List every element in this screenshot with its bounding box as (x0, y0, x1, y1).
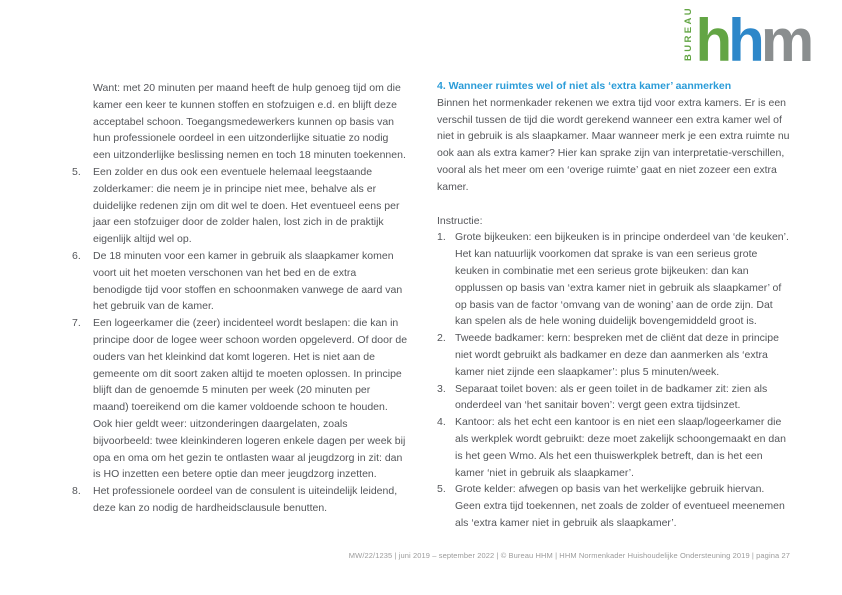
list-item-5 (72, 164, 408, 248)
right-column (437, 78, 791, 532)
list-number: 5. (72, 165, 81, 178)
list-text: Een zolder en dus ook een eventuele helemaal leegstaande zolderkamer: die neem je in principe niet mee, behalve als er duidelijke redenen zijn om dit wel te doen. Het eventueel eens per jaar een stofzuiger door de zolder halen, lost zich in de praktijk eigenlijk altijd wel op. (93, 165, 400, 246)
list-number: 2. (437, 332, 446, 345)
list-item-6 (72, 248, 408, 315)
right-intro-paragraph: Binnen het normenkader rekenen we extra tijd voor extra kamers. Er is een verschil tussen de tijd die wordt gerekend wanneer een extra kamer wel of niet in gebruik is als slaapkamer. Maar wanneer merk je een extra ruimte nu ook aan als extra kamer? Hier kan sprake zijn van interpretatie-verschillen, vooral als het meer om een ‘overige ruimte’ gaat en niet zozeer een extra kamer. (437, 96, 790, 193)
list-text: Het professionele oordeel van de consulent is uiteindelijk leidend, deze kan zo nodig de hardheidsclausule benutten. (93, 485, 398, 514)
list-text: Kantoor: als het echt een kantoor is en niet een slaap/logeerkamer die als werkplek wordt gebruikt: deze moet zakelijk schoongemaakt en dan is het geen Wmo. Als het een thuiswerkplek betreft, dan is het een kamer ‘niet in gebruik als slaapkamer’. (455, 416, 786, 479)
left-intro-paragraph: Want: met 20 minuten per maand heeft de hulp genoeg tijd om die kamer een keer te kunnen stoffen en stofzuigen e.d. en blijft deze acceptabel schoon. Toegangsmedewerkers kunnen op basis van hun professionele oordeel in een uitzonderlijke situatie zo nodig een uitzonderlijke beslissing nemen en toch 18 minuten toekennen. (93, 82, 406, 162)
list-text (93, 315, 408, 483)
logo-bureau-text: BUREAU (683, 5, 694, 61)
list-number: 6. (72, 249, 81, 262)
list-text: Grote bijkeuken: een bijkeuken is in principe onderdeel van ‘de keuken’. Het kan natuurlijk voorkomen dat sprake is van een serieus grote keuken in combinatie met een serieus grote bijkeuken: dan kan opplussen op basis van ‘extra kamer niet in gebruik als slaapkamer’ of op basis van de factor ‘omvang van de woning’ aan de orde zijn. Dat kan spelen als de hele woning duidelijk bovengemiddeld groot is. (455, 231, 789, 328)
logo-hhm-letters (695, 6, 811, 74)
instructie-label: Instructie: (437, 214, 483, 227)
list-text-paragraph-1: Een logeerkamer die (zeer) incidenteel wordt beslapen: die kan in principe door de logee weer schoon worden opgeleverd. Of door de ouders van het kleinkind dat komt logeren. Het is niet aan de gemeente om dit soort zaken altijd te moeten oplossen. In principe blijft dan de genoemde 5 minuten per week (20 minuten per maand) toereikend om die kamer voldoende schoon te houden. (93, 317, 408, 414)
left-column (72, 80, 408, 517)
section-heading: 4. Wanneer ruimtes wel of niet als ‘extra kamer’ aanmerken (437, 80, 732, 92)
instructie-item-5 (437, 481, 791, 531)
list-number: 5. (437, 483, 446, 496)
instructie-item-2 (437, 330, 791, 380)
logo-letter-h-green: h (695, 7, 729, 74)
list-number: 7. (72, 317, 81, 330)
list-text-paragraph-2: Ook hier geldt weer: uitzonderingen daargelaten, zoals bijvoorbeeld: twee kleinkinderen logeren enkele dagen per week bij opa en oma om het gezin te ontlasten waar al jeugdzorg in zit: dan is HO inzetten een betere optie dan meer jeugdzorg inzetten. (93, 417, 406, 481)
list-number: 8. (72, 485, 81, 498)
logo-letter-m-gray: m (760, 7, 811, 74)
page-footer: MW/22/1235 | juni 2019 – september 2022 | © Bureau HHM | HHM Normenkader Huishoudelijke Ondersteuning 2019 | pagina 27 (348, 551, 790, 560)
list-number: 1. (437, 231, 446, 244)
instructie-item-4 (437, 414, 791, 481)
bureau-hhm-logo (683, 5, 811, 74)
list-number: 3. (437, 382, 446, 395)
instructie-item-1 (437, 229, 791, 330)
logo-letter-h-blue: h (728, 7, 761, 74)
list-item-8 (72, 483, 408, 517)
list-text: De 18 minuten voor een kamer in gebruik als slaapkamer komen voort uit het moeten verschonen van het bed en de extra benodigde tijd voor stoffen en schoonmaken vanwege de aard van het gebruik van de kamer. (93, 249, 403, 313)
list-text: Separaat toilet boven: als er geen toilet in de badkamer zit: zien als onderdeel van ‘het sanitair boven’: vergt geen extra tijdsinzet. (455, 382, 768, 412)
list-text: Grote kelder: afwegen op basis van het werkelijke gebruik hiervan. Geen extra tijd toekennen, net zoals de zolder of eventueel meenemen als ‘extra kamer niet in gebruik als slaapkamer’. (455, 483, 785, 529)
list-number: 4. (437, 416, 446, 429)
instructie-item-3 (437, 381, 791, 415)
list-text: Tweede badkamer: kern: bespreken met de cliënt dat deze in principe niet wordt gebruikt als badkamer en deze dan aanmerken als ‘extra kamer niet zijnde een slaapkamer’: plus 5 minuten/week. (455, 332, 779, 378)
list-item-7 (72, 315, 408, 483)
